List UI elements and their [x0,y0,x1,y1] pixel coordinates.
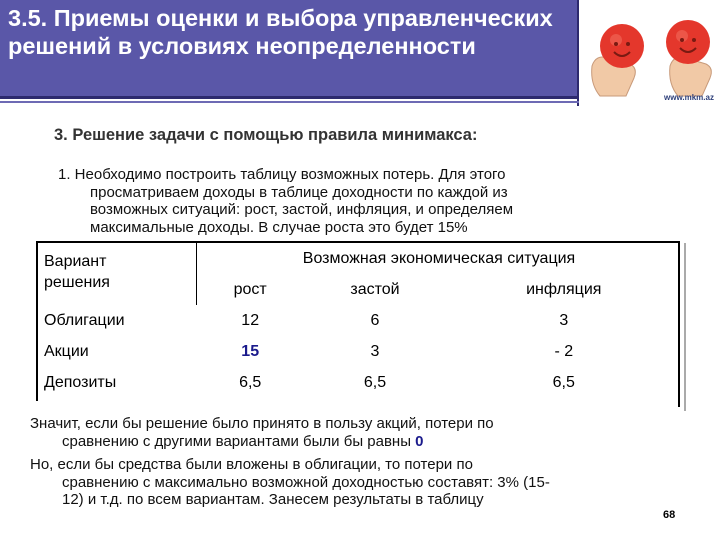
row-label: Депозиты [44,373,117,391]
title-bar [0,0,577,96]
table-row [38,336,678,367]
column-header: инфляция [526,280,602,298]
paragraph-1-line-3: возможных ситуаций: рост, застой, инфляция, и определяем [90,201,514,218]
table-cell: 6,5 [363,373,387,391]
paragraph-1-line-4: максимальные доходы. В случае роста это будет 15% [90,218,468,236]
paragraph-1-line-1: 1. Необходимо построить таблицу возможных потерь. Для этого [58,166,506,183]
table-header-row [38,243,678,274]
table-cell: 12 [241,311,260,329]
table-cell: - 2 [554,342,574,360]
corner-line-2: решения [44,274,110,291]
slide-title: 3.5. Приемы оценки и выбора управленческих решений в условиях неопределенности [8,5,553,59]
row-label: Акции [44,342,89,360]
page-number: 68 [663,509,676,521]
table-row [38,367,678,398]
table-corner-header [38,243,200,305]
table-frame-right [678,241,680,407]
paragraph-3 [30,456,696,509]
corner-line-1: Вариант [44,253,107,270]
table-cell: 6 [370,311,380,329]
paragraph-2-line-1: Значит, если бы решение было принято в пользу акций, потери по [30,415,494,432]
title-divider-vertical [577,0,579,106]
hands-with-smiley-balls-image [586,6,716,100]
watermark: www.mkm.az [664,93,714,102]
paragraph-2-line-2-text: сравнению с другими вариантами были бы равны [62,432,416,450]
paragraph-2 [30,415,690,450]
column-header: застой [350,280,400,298]
paragraph-2-line-2 [30,433,690,451]
table-cell: 6,5 [552,373,575,391]
income-table [38,243,678,398]
row-label: Облигации [44,311,125,329]
group-header: Возможная экономическая ситуация [302,249,576,267]
title-divider-horizontal [0,101,579,103]
section-subtitle: 3. Решение задачи с помощью правила минимакса: [54,126,478,144]
table-shadow-edge [684,243,686,411]
column-header: рост [233,280,267,298]
table-cell: 3 [370,342,380,360]
table-cell-highlighted: 15 [241,342,260,360]
loss-value: 0 [415,432,424,450]
paragraph-3-line-1: Но, если бы средства были вложены в облигации, то потери по [30,456,473,473]
table-cell: 6,5 [239,373,262,391]
table-row [38,305,678,336]
table-cell: 3 [559,311,569,329]
paragraph-3-line-3: 12) и т.д. по всем вариантам. Занесем результаты в таблицу [62,491,484,508]
paragraph-3-line-2: сравнению с максимально возможной доходностью составят: 3% (15- [62,473,550,491]
paragraph-1 [58,166,668,236]
paragraph-1-line-2: просматриваем доходы в таблице доходности по каждой из [90,183,508,201]
